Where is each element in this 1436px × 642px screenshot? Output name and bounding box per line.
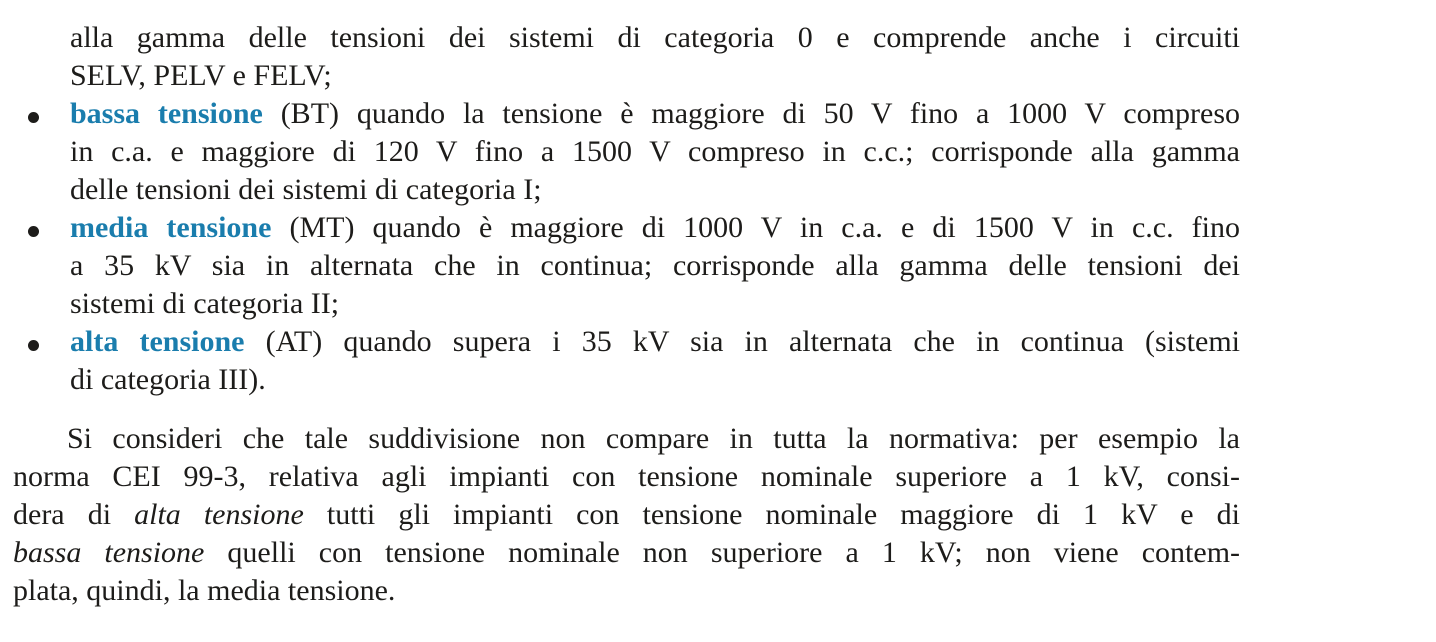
text-segment: (AT) quando supera i 35 kV sia in alternata che in continua (sistemi — [265, 325, 1241, 358]
bullet-icon — [28, 112, 39, 123]
term-media-tensione: media tensione — [70, 211, 272, 244]
term-bassa-tensione: bassa tensione — [70, 97, 263, 130]
text-line: in c.a. e maggiore di 120 V fino a 1500 V compreso in c.c.; corrisponde alla gamma — [70, 135, 1240, 168]
text-line: a 35 kV sia in alternata che in continua; corrisponde alla gamma delle tensioni dei — [70, 249, 1240, 282]
bullet-icon — [28, 340, 39, 351]
text-segment: (BT) quando la tensione è maggiore di 50 V fino a 1000 V compreso — [280, 97, 1240, 130]
text-line: delle tensioni dei sistemi di categoria I; — [70, 173, 542, 206]
text-line: plata, quindi, la media tensione. — [13, 574, 396, 607]
paragraph-cei-99-3 — [13, 420, 1240, 610]
text-line — [70, 323, 1240, 361]
text-line — [70, 95, 1240, 133]
italic-emphasis-bassa-tensione: bassa tensione — [13, 536, 205, 569]
text-line: norma CEI 99-3, relativa agli impianti con tensione nominale superiore a 1 kV, consi- — [13, 460, 1240, 493]
list-item-alta-tensione — [13, 323, 1240, 399]
list-item-media-tensione — [13, 209, 1240, 323]
text-segment: dera di — [13, 498, 112, 531]
text-line — [70, 209, 1240, 247]
text-line: alla gamma delle tensioni dei sistemi di categoria 0 e comprende anche i circuiti — [70, 21, 1240, 54]
text-line: sistemi di categoria II; — [70, 287, 340, 320]
text-line: SELV, PELV e FELV; — [70, 59, 332, 92]
italic-emphasis-alta-tensione: alta tensione — [134, 498, 304, 531]
text-column — [13, 19, 1240, 610]
text-line: Si consideri che tale suddivisione non compare in tutta la normativa: per esempio la — [67, 422, 1240, 455]
term-alta-tensione: alta tensione — [70, 325, 245, 358]
text-segment: tutti gli impianti con tensione nominale maggiore di 1 kV e di — [326, 498, 1241, 531]
text-line — [13, 534, 1240, 572]
text-segment: (MT) quando è maggiore di 1000 V in c.a. e di 1500 V in c.c. fino — [289, 211, 1241, 244]
text-segment: quelli con tensione nominale non superiore a 1 kV; non viene contem- — [227, 536, 1241, 569]
text-line — [13, 496, 1240, 534]
bullet-icon — [28, 226, 39, 237]
list-item-continuation — [70, 19, 1240, 95]
list-item-bassa-tensione — [13, 95, 1240, 209]
text-line: di categoria III). — [70, 363, 266, 396]
